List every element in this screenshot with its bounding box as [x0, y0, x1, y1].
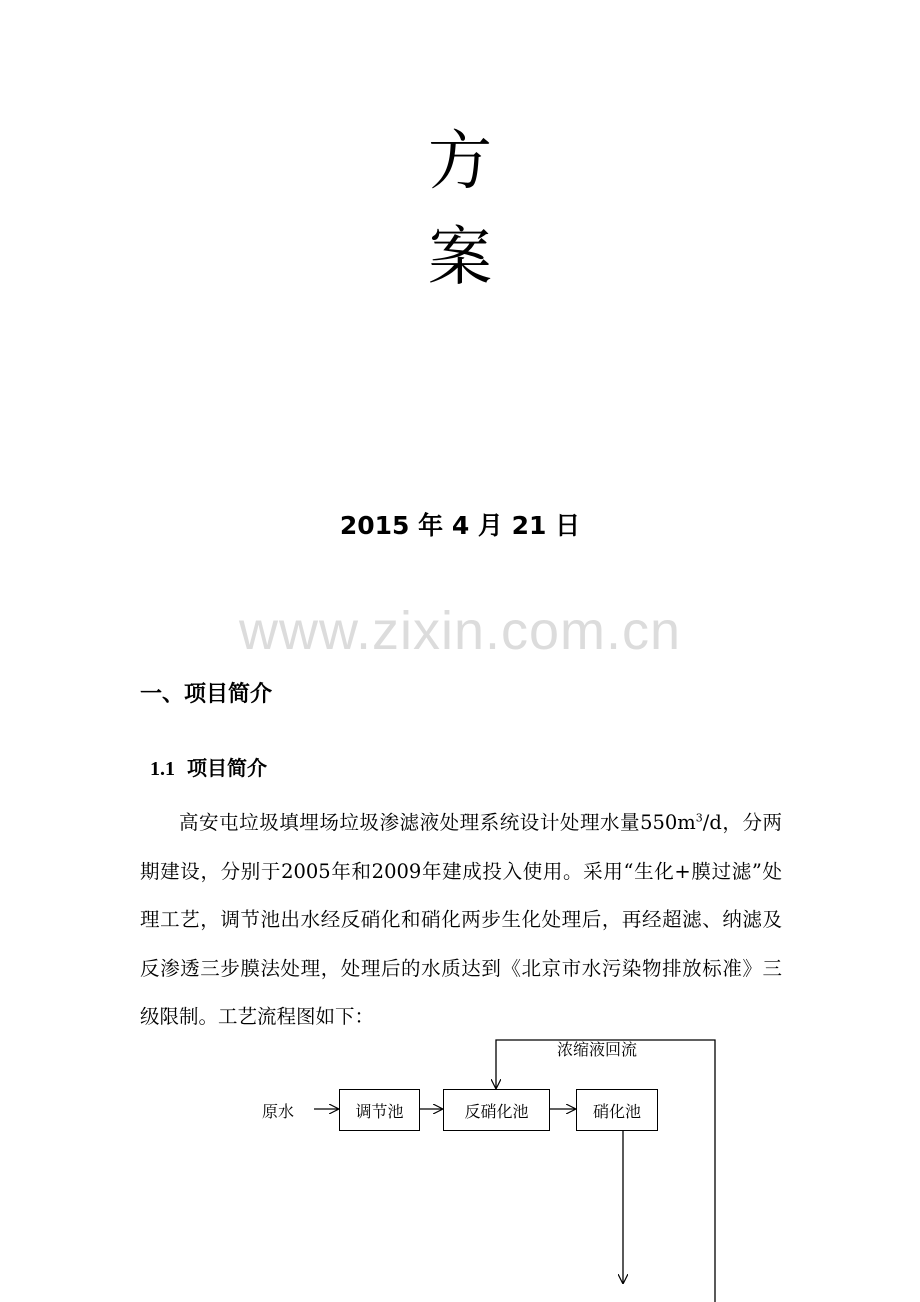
denitrification-tank-box: 反硝化池 — [443, 1089, 550, 1131]
paragraph-superscript: 3 — [695, 811, 703, 825]
paragraph-text-1: 高安屯垃圾填埋场垃圾渗滤液处理系统设计处理水量550m — [179, 811, 696, 834]
raw-water-label: 原水 — [262, 1102, 295, 1121]
title-char-1: 方 — [428, 125, 492, 199]
title-char-2: 案 — [428, 221, 492, 295]
paragraph-text-2: /d，分两期建设，分别于2005年和2009年建成投入使用。采用“生化+膜过滤”处理工艺，调节池出水经反硝化和硝化两步生化处理后，再经超滤、纳滤及反渗透三步膜法处理，处理后的水质达到《北京市水污染物排放标准》三级限制。工艺流程图如下： — [140, 811, 782, 1028]
equalization-tank-box: 调节池 — [339, 1089, 420, 1131]
document-date: 2015 年 4 月 21 日 — [339, 511, 581, 540]
recycle-line — [496, 1040, 715, 1302]
subsection-title: 项目简介 — [187, 756, 267, 780]
recycle-label: 浓缩液回流 — [557, 1040, 638, 1059]
subsection-number: 1.1 — [150, 758, 175, 780]
watermark: www.zixin.com.cn — [238, 601, 682, 661]
section-heading: 一、项目简介 — [140, 682, 273, 707]
nitrification-tank-box: 硝化池 — [576, 1089, 658, 1131]
